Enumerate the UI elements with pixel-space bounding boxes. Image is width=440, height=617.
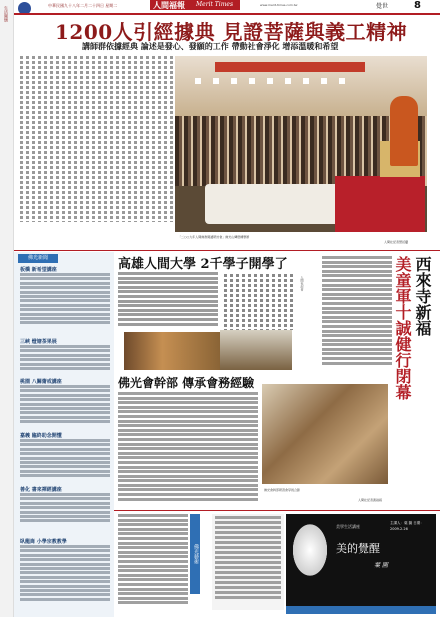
right-headline-red[interactable]: 美童軍十誠健行閉幕 <box>393 256 412 400</box>
bottom-rule <box>114 510 440 511</box>
page-number: 8 <box>414 0 421 11</box>
right-article-body <box>322 256 392 376</box>
article2-title[interactable]: 佛光會幹部 傳承會務經驗 <box>118 376 255 390</box>
main-subhead: 講師群依據經典 論述是發心、發願的工作 帶動社會淨化 增添溫暖和希望 <box>82 42 339 51</box>
promo-info: 主講人：葉 圖 日期：2009.2.26 <box>390 521 424 531</box>
bottom-article-body <box>118 514 188 614</box>
lead-photo-caption: 「二○○九年人間佛教閱讀研討會」佛光山傳燈樓舉辦 <box>178 235 250 239</box>
masthead-rule <box>14 13 440 15</box>
lead-article-body <box>20 56 175 222</box>
lead-photo-credit: 人間社記者慧延攝 <box>384 240 409 244</box>
news-item-title[interactable]: 板橋 新希望講座 <box>20 267 57 273</box>
news-item-title[interactable]: 桃園 八關齋戒講座 <box>20 379 62 385</box>
section-rule <box>14 250 440 251</box>
article1-title[interactable]: 高雄人間大學 2千學子開學了 <box>118 257 288 272</box>
section-name: 覺世 <box>376 3 389 10</box>
right-headline-black[interactable]: 西來寺新福 <box>413 256 432 336</box>
side-label: 生活關懷 <box>4 6 9 22</box>
news-item-body <box>20 493 110 524</box>
article1-photo-credit: 人間社記者 <box>300 276 304 291</box>
date-line: 中華民國九十八年二月二十四日 星期二 <box>48 3 118 8</box>
brand-english: Merit Times <box>196 1 234 8</box>
flower-icon <box>290 520 330 580</box>
side-strip <box>0 0 14 617</box>
news-item-title[interactable]: 臥龍崗 小學宗教教學 <box>20 539 67 545</box>
news-item-title[interactable]: 嘉義 臨終助念開懂 <box>20 433 62 439</box>
site-url[interactable]: www.merit-times.com.tw <box>260 3 298 7</box>
news-item-body <box>20 545 110 602</box>
brand-name: 人間福報 <box>153 0 185 10</box>
news-item-body <box>20 345 110 371</box>
notice-box <box>212 514 284 610</box>
article2-body <box>118 392 258 512</box>
news-item-title[interactable]: 三峽 燈塘茶果展 <box>20 339 57 345</box>
news-item-body <box>20 273 110 326</box>
article1-body <box>118 272 218 332</box>
article1-photo-secondary <box>220 330 292 370</box>
series-tag: 佛光藝術 <box>190 514 200 594</box>
article1-photo <box>124 332 220 370</box>
news-column-header: 佛光新聞 <box>18 254 58 263</box>
article2-photo-credit: 人間社記者黃淑娟 <box>358 498 383 502</box>
article2-photo-caption: 佛光會幹部研習會學員合影 <box>264 488 301 492</box>
news-item-body <box>20 439 110 479</box>
promo-kicker: 美學生活講座 <box>336 524 360 529</box>
lead-photo <box>175 56 427 232</box>
main-headline: 1200人引經據典 見證菩薩與義工精神 <box>55 20 408 44</box>
article2-photo <box>262 384 388 484</box>
news-item-title[interactable]: 善化 書來禪經講座 <box>20 487 62 493</box>
promo-signature: 葉 圖 <box>374 562 388 569</box>
footer-bar <box>286 606 436 614</box>
promo-title: 美的覺醒 <box>336 542 380 555</box>
news-item-body <box>20 385 110 425</box>
